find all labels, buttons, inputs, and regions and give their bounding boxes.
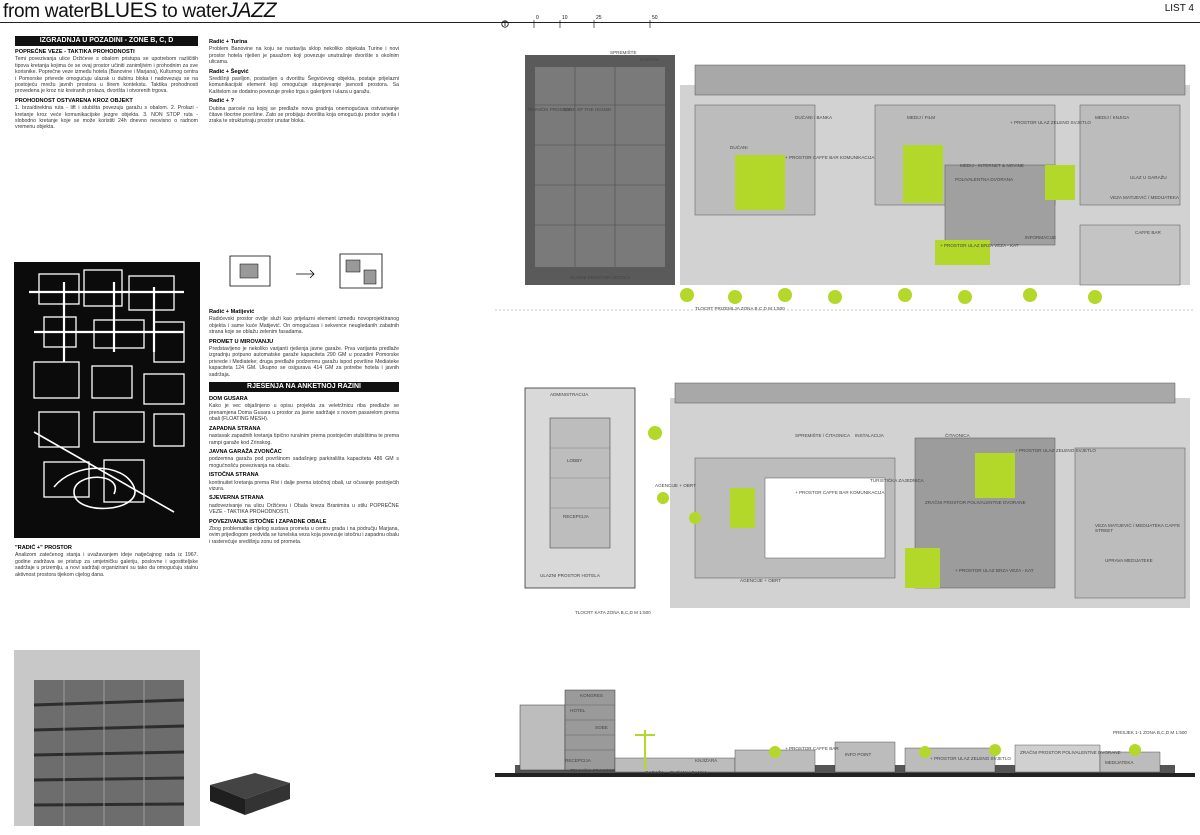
plan-caption: TLOCRT KATA ZONA B,C,D M 1:500 [575,610,651,615]
paragraph: Zbog problematike cijelog sustava prometa u centru grada i na području Marjana, ovim prijedlogom predviđa se tunelska veza koja povezuje istočnu i zapadnu obalu i rasterećuje središnju zonu od prometa. [209,525,399,545]
room-label: AGENCIJE + OBRT [740,578,781,583]
paragraph: Temi povezivanja ulice Držićeve s obalom pristupa se upotrebom različitih tipova kretanja kojima će se ovaj prostor učiniti zanimljivim i prohodnim za sve korisnike. Poprečne veze između hotela (Banovine i Marjana), Kulturnog centra i Pomorske privrede omogućuju ulazak u dubinu bloka i nadovezuju se na postojeću mrežu javnih prostora u širem kontekstu. Taktika prohodnosti provedena je kroz niz kreiranih prolaza, dvorišta i otvorenih trgova. [15,56,198,95]
room-label: INSTALACIJA [855,433,884,438]
scale-bar: 0 10 25 50 [500,15,690,23]
room-label: TURISTIČKA ZAJEDNICA [870,478,924,483]
paragraph: Središnji paviljon, postavljen u dvorištu Šegvićevog objekta, postaje prijelazni komunikacijski element koji omogućuje stupnjevanje javnosti prostora. Sa Kaštelom se dodatno povezuje preko trga s galerijom i ulaza u garažu. [209,76,399,95]
room-label: + PROSTOR ULAZ ZELENO SVJETLO [1015,448,1096,453]
heading: JAVNA GARAŽA ZVONČAC [209,448,282,455]
room-label: TEHNIČKI PROSTOR [570,768,616,773]
circulation-diagram [14,262,200,538]
room-label: UPRAVA MEDIJATEKE [1105,558,1153,563]
paragraph: kontinuitet kretanja prema Rivi i dalje prema istočnoj obali, uz očuvanje postojećih vizura. [209,479,399,492]
room-label: ULAZNI PROSTOR HOTELA [540,573,600,578]
room-label: + PROSTOR CAFFE BAR [785,746,839,751]
paragraph: 1. brza/direktna ruta - lift i stubišta povezuju garažu s obalom. 2. Prolazi - kretanje kroz veće komunikacijske jezgre objekta. 3. NON STOP ruta - slobodno kretanje koje se može koristiti 24h dnevno neovisno o radnom vremenu objekta. [15,105,198,131]
room-label: AGENCIJE + OBRT [655,483,696,488]
north-arrow-icon [500,20,690,28]
paragraph: podzemna garaža pod površinom sadašnjeg parkirališta kapaciteta 486 GM s mogućnošću povezivanja na obalu. [209,456,399,469]
section-caption: PRESJEK 1-1 ZONA B,C,D M 1:500 [1112,730,1187,735]
heading: PROHODNOST OSTVARENA KROZ OBJEKT [15,97,133,104]
heading: "RADIĆ +" PROSTOR [15,545,72,551]
heading: POVEZIVANJE ISTOČNE I ZAPADNE OBALE [209,518,327,525]
room-label: GARAŽA [640,57,659,62]
room-label: INFO POINT [845,752,872,757]
heading: Radić + ? [209,98,235,105]
room-label: CAFFE BAR [1135,230,1161,235]
room-label: KONGRES [580,693,603,698]
room-label: + PROSTOR ULAZ ZELENO SVJETLO [1010,120,1091,125]
text-column-2 [209,36,399,128]
paragraph: Dubina parcele na kojoj se predlaže nova gradnja onemogućava ostvarivanje čitave tlocrtne površine. Zato se probijaju dvorišta koja omogućuju prodor svjetla i zraka te strukturiraju prostor unutar bloka. [209,105,399,125]
paragraph: nadovezivanje na ulicu Držićevu i Obala kneza Branimira u stilu POPREČNE VEZE - TAKTIKA PROHODNOSTI. [209,502,399,516]
paragraph: Analizom zatečenog stanja i uvažavanjem ideje natječajnog rada iz 1967. godine zadržava se pristup za umjetničku galeriju, poslovne i ugostiteljske sadržaje u prizemlju, a novi sadržaji organizirani su tako da omogućuju stalnu aktivnost prostora tijekom cijelog dana. [15,552,198,578]
room-label: SPREMIŠTE / ČITAONICA [795,433,851,438]
room-label: ZRAČNI PROSTOR POLIVALENTNE DVORANE [925,500,1026,505]
room-label: MEDIJ / FILM [907,115,936,120]
room-label: DUĆANI [730,145,748,150]
section-bar: RJEŠENJA NA ANKETNOJ RAZINI [209,382,399,392]
heading: SJEVERNA STRANA [209,495,264,502]
first-floor-plan [495,378,1195,618]
heading: Radić + Matijević [209,309,255,315]
room-label: + PROSTOR ULAZ BRZA VEZA - KAT [940,243,1019,248]
heading: DOM GUSARA [209,396,248,403]
room-label: RECEPCIJA [565,758,591,763]
room-label: MEDIJ / KNJIGA [1095,115,1130,120]
room-label: BACK OF THE HOUSE [563,107,612,112]
room-label: VEZA MATIJEVIĆ / MEDIJATEKA CAFFE STREET [1095,523,1181,533]
room-label: + PROSTOR CAFFE BAR KOMUNIKACIJA [785,155,875,160]
heading: ZAPADNA STRANA [209,425,261,432]
text-column-2b [209,306,399,548]
heading: Radić + Šegvić [209,68,249,75]
room-label: ADMINISTRACIJA [550,392,589,397]
room-label: DUĆANI / BANKA [670,770,708,775]
plan-caption: TLOCRT PRIZEMLJA ZONA B,C,D M 1:500 [695,306,785,311]
room-label: SOBE [595,725,608,730]
room-label: INFORMACIJE [1025,235,1057,240]
text-column-1 [15,36,198,134]
room-label: GARAŽA [645,770,664,775]
building-photo [14,650,200,826]
section-bar: IZGRADNJA U POZADINI - ZONE B, C, D [15,36,198,46]
page-title: from waterBLUES to waterJAZZ [3,0,277,22]
room-label: ČITAONICA [945,433,970,438]
room-label: KNJIŽARA [695,758,718,763]
room-label: SPREMIŠTE [610,50,637,55]
paragraph: Predstavljeno je nekoliko varijanti rješenja javne garaže. Prva varijanta predlaže izgradnju potpuno automatske garaže kapaciteta 290 GM u pozadini Pomorske privrede i Mediatekе; druga predlaže podzemnu garažu ispod površine Mediateke kapaciteta 124 GM. Ukupno se osigurava 414 GM za potrebe hotela i javnih sadržaja. [209,346,399,378]
sheet-number: LIST 4 [1164,3,1194,14]
room-label: HOTEL [570,708,586,713]
room-label: + PROSTOR ULAZ ZELENO SVJETLO [930,756,1011,761]
ground-floor-plan [495,45,1195,315]
heading: POPREČNE VEZE - TAKTIKA PROHODNOSTI [15,49,135,55]
room-label: RECEPCIJA [563,514,589,519]
room-label: MEDIJ - INTERNET & NOVINE [960,163,1024,168]
room-label: + PROSTOR CAFFE BAR KOMUNIKACIJA [795,490,885,495]
paragraph: Radićevski prostor ovdje služi kao prijelazni element između novoprojektiranog objekta i same kuće Matijević. On omogućava i sekvence neugledanih zabatnih strana koje se oblažu zelenim fasadama. [209,316,399,336]
paragraph: nastavak zapadnih kretanja tipično ruralnim prema postojećim stubištima te prema rampi garaže kod Zrinskog. [209,433,399,446]
text-column-1b [15,542,198,581]
room-label: VEZA MATIJEVIĆ / MEDIJATEKA [1110,195,1180,200]
heading: Radić + Turina [209,39,248,45]
paragraph: Kako je vec objašnjeno u opisu projekta za veletržnicu riba predlaže se prenamjena Doma Gusara u prostor za javne sadržaje s novom pasarelom prema obali (FLOATING MESH). [209,403,399,423]
massing-diagram [222,248,392,298]
room-label: TEHNIČKI PROSTOR [527,107,573,112]
heading: ISTOČNA STRANA [209,472,259,479]
room-label: POLIVALENTNA DVORANA [955,177,1014,182]
model-render [200,755,300,827]
heading: PROMET U MIROVANJU [209,338,274,345]
room-label: MEDIJATEKA [1105,760,1134,765]
room-label: DUĆANI / BANKA [795,115,833,120]
room-label: + PROSTOR ULAZ BRZA VEZA - KAT [955,568,1034,573]
room-label: ULAZ U GARAŽU [1130,175,1167,180]
room-label: ZRAČNI PROSTOR POLIVALENTNE DVORANE [1020,750,1121,755]
room-label: LOBBY [567,458,583,463]
section-drawing [495,680,1195,800]
room-label: ULAZNI PROSTOR HOTELA [570,275,630,280]
paragraph: Problem Banovine na koju se nastavlja sklop nekoliko objekata Turine i novi prostor hotela riješen je pasažom koji povezuje unutrašnje dvorište s okolnim ulicama. [209,46,399,66]
